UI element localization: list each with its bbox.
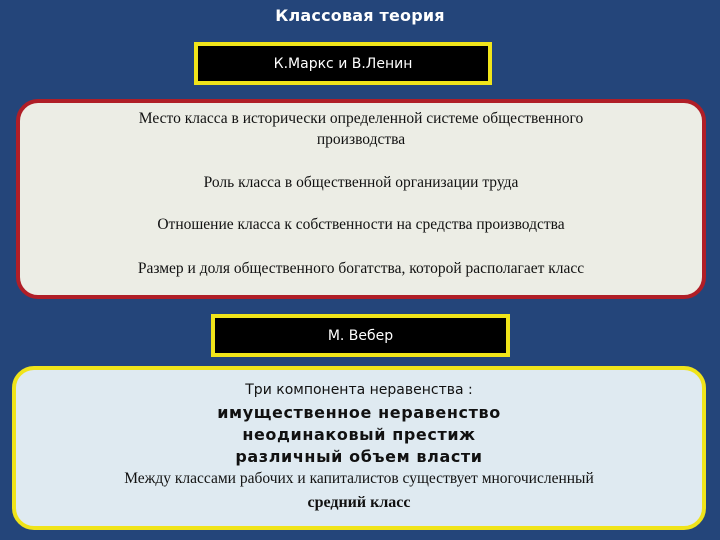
marx-lenin-label-text: К.Маркс и В.Ленин <box>273 55 413 72</box>
criterion-property: Отношение класса к собственности на средства производства <box>157 216 565 233</box>
middle-class-note-line2: средний класс <box>307 494 411 511</box>
component-power: различный объем власти <box>235 447 483 466</box>
weber-intro: Три компонента неравенства : <box>245 382 473 398</box>
criterion-wealth: Размер и доля общественного богатства, которой располагает класс <box>137 260 585 277</box>
component-prestige: неодинаковый престиж <box>242 425 476 444</box>
marx-lenin-label <box>194 42 492 85</box>
weber-components-panel <box>12 366 706 530</box>
component-property-inequality: имущественное неравенство <box>217 403 501 422</box>
criterion-place-line1: Место класса в исторически определенной системе общественного <box>138 110 584 127</box>
weber-label <box>211 314 510 357</box>
marx-criteria-panel <box>16 99 706 299</box>
slide-title: Классовая теория <box>275 6 445 25</box>
criterion-role: Роль класса в общественной организации труда <box>203 174 519 191</box>
middle-class-note-line1: Между классами рабочих и капиталистов существует многочисленный <box>124 470 594 487</box>
criterion-place-line2: производства <box>316 131 406 148</box>
weber-label-text: М. Вебер <box>327 327 394 344</box>
